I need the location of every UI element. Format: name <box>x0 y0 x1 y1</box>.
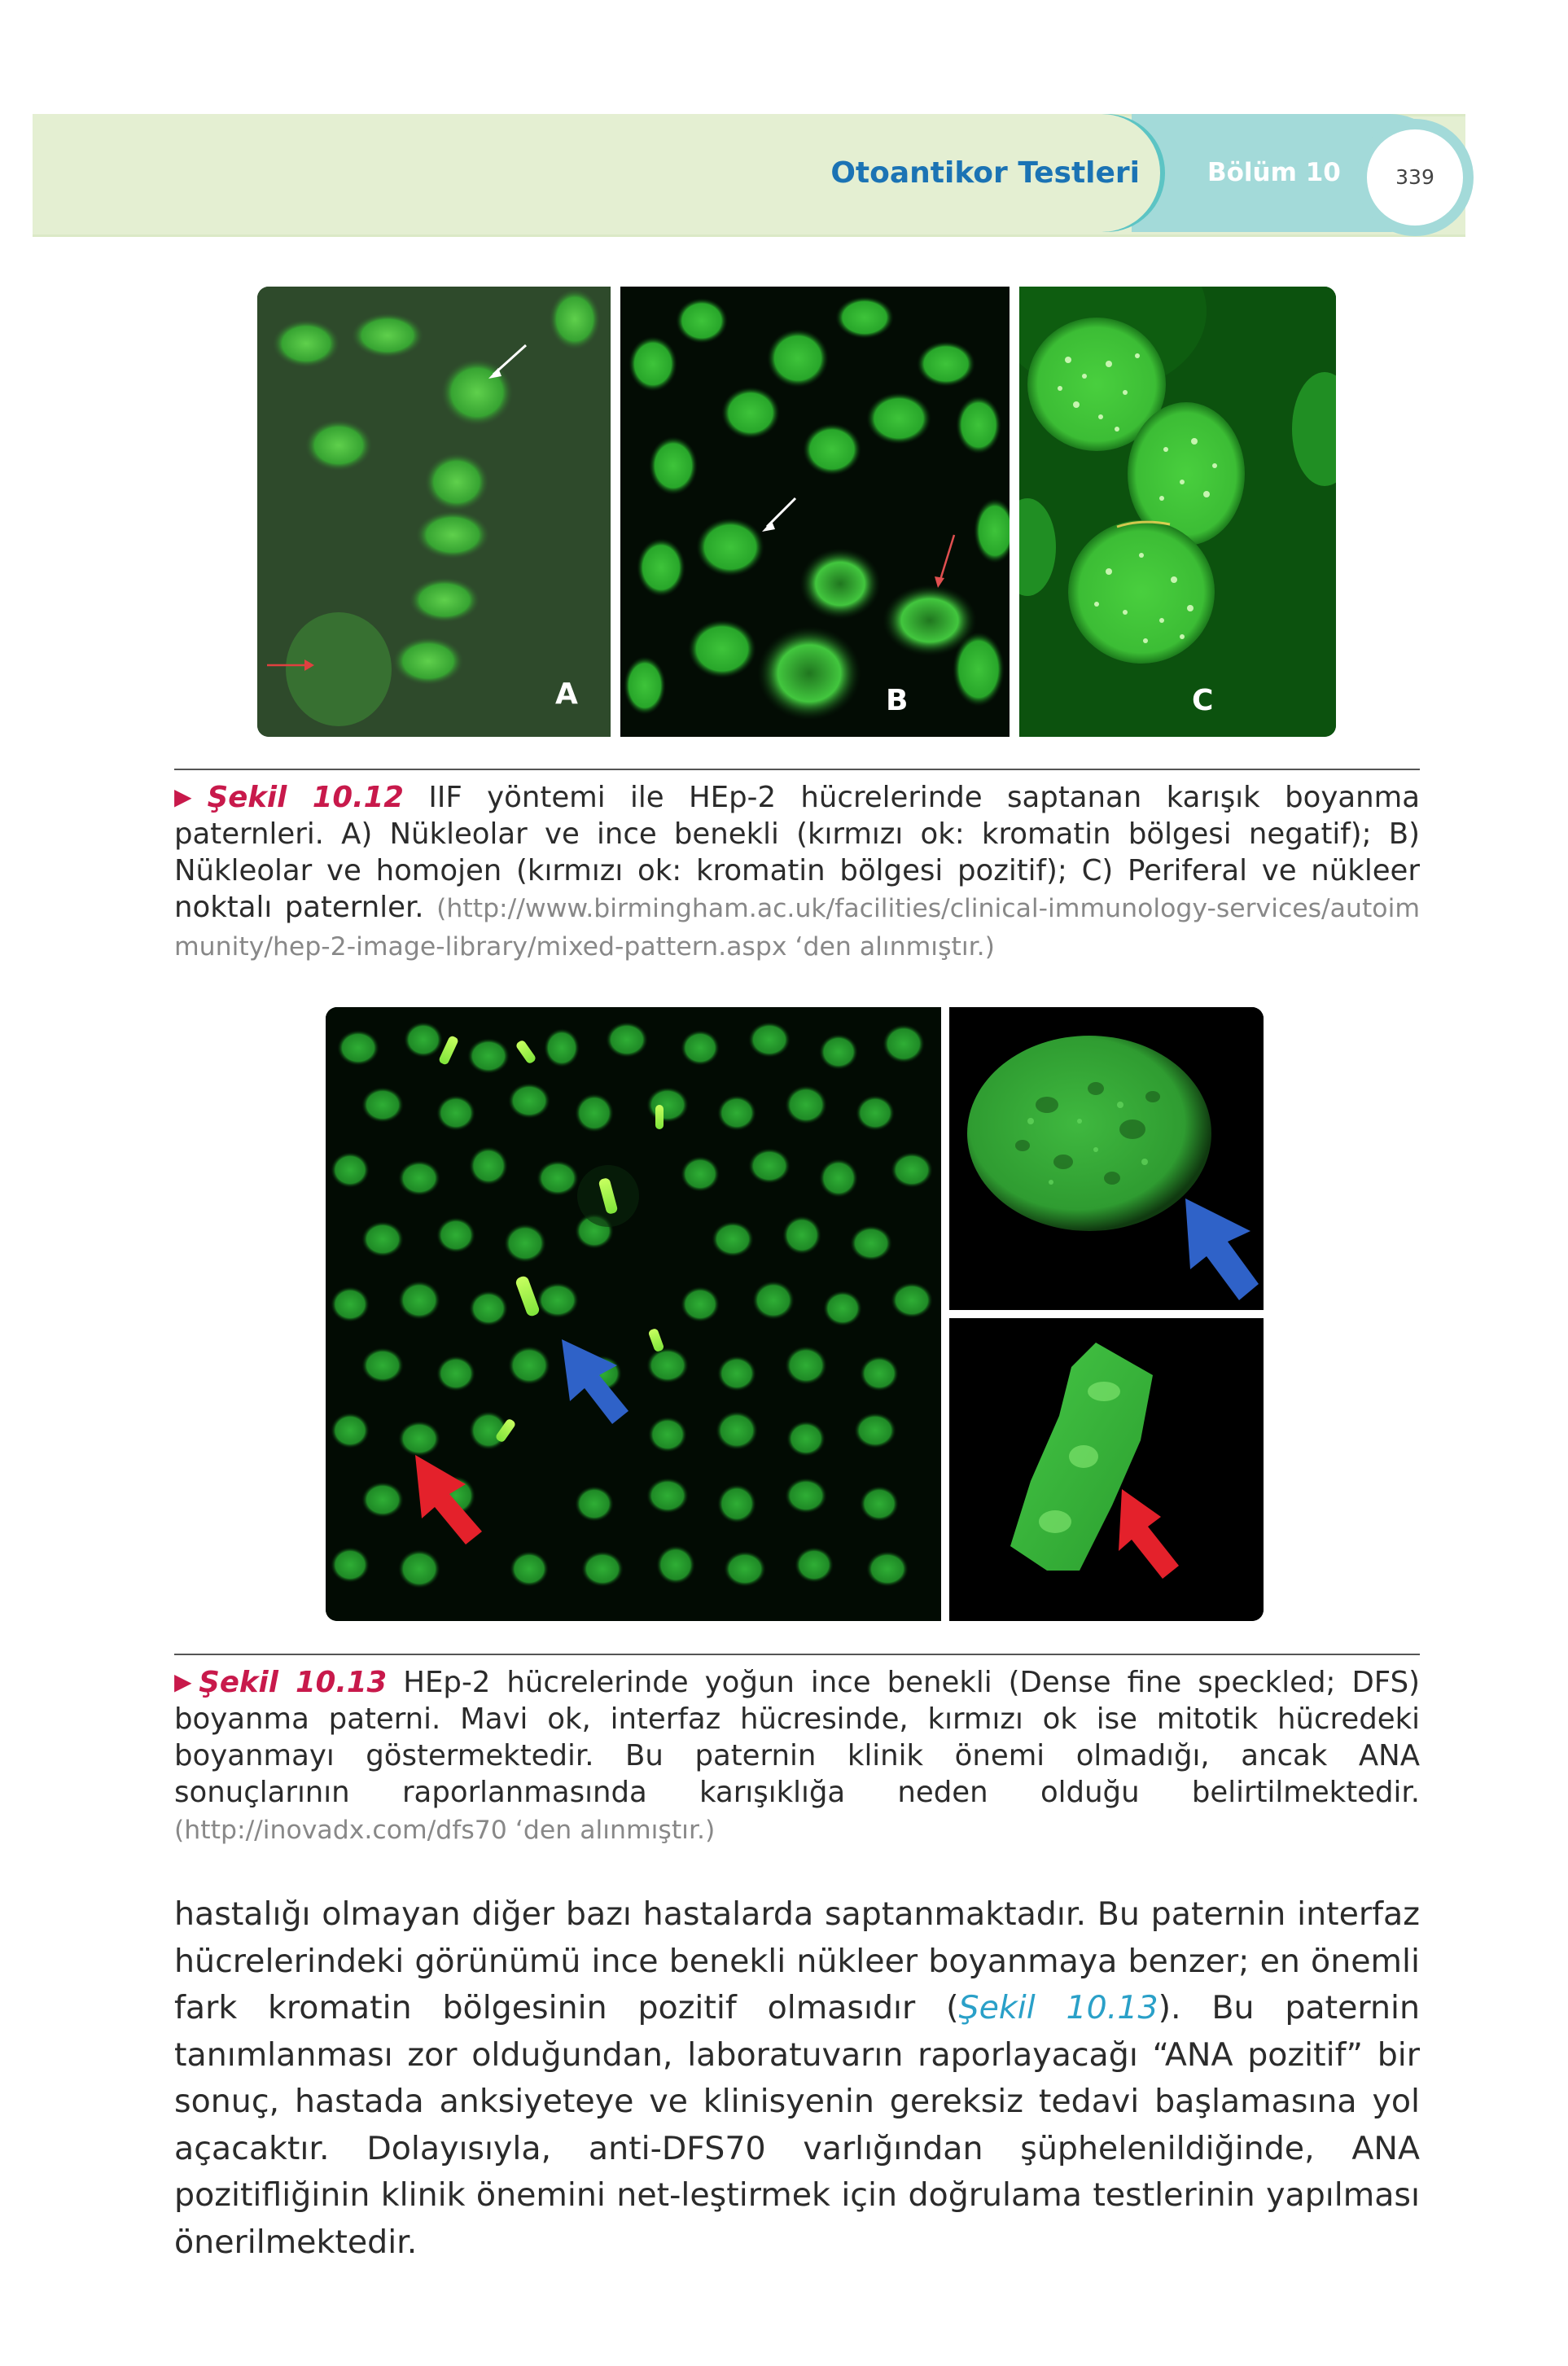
panel-label-b: B <box>886 684 909 717</box>
body-text-part-2: ). Bu paternin tanımlanması zor olduğundan, laboratuvarın raporlayacağı “ANA pozitif” bir sonuç, hastada anksiyeteye ve klinisyenin gereksiz tedavi başlamasına yol açacaktır. Dolayısıyla, anti-DFS70 varlığından şüphelenildiğinde, ANA pozitifliğinin klinik önemini net-leştirmek için doğrulama testlerinin yapılması önerilmektedir. <box>174 1989 1421 2261</box>
caption-source: (http://www.birmingham.ac.uk/facilities/clinical-immunology-services/autoimmunity/hep-2-image-library/mixed-pattern.aspx ‘den alınmıştır.) <box>174 894 1420 962</box>
figure-ref-link[interactable]: Şekil 10.13 <box>958 1989 1158 2026</box>
caption-text: HEp-2 hücrelerinde yoğun ince benekli (Dense fine speckled; DFS) boyanma paterni. Mavi ok, interfaz hücresinde, kırmızı ok ise mitotik hücredeki boyanmayı göstermektedir. Bu paternin klinik önemi olmadığı, ancak ANA sonuçlarının raporlanmasında karışıklığa neden olduğu belirtilmektedir. <box>174 1666 1420 1809</box>
figure-ref: Şekil 10.13 <box>199 1666 388 1699</box>
figure-10-12-caption <box>174 778 1420 966</box>
panel-label-c: C <box>1192 684 1214 717</box>
caption-marker-icon: ▶ <box>174 783 208 810</box>
micrograph-b-image <box>620 287 1010 737</box>
figure-10-12-panel-a <box>257 287 611 737</box>
figure-10-13-caption-rule <box>174 1654 1420 1655</box>
body-paragraph <box>174 1891 1420 2266</box>
body-text-part-1: hastalığı olmayan diğer bazı hastalarda saptanmaktadır. Bu paternin interfaz hücrelerindeki görünümü ince benekli nükleer boyanmaya benzer; en önemli fark kromatin bölgesinin pozitif olmasıdır ( <box>174 1895 1420 2026</box>
figure-ref: Şekil 10.12 <box>207 781 405 814</box>
chapter-label: Bölüm 10 <box>1207 158 1341 187</box>
figure-10-12-caption-rule <box>174 769 1420 770</box>
micrograph-dfs-overview-image <box>326 1007 941 1621</box>
micrograph-c-image <box>1019 287 1336 737</box>
figure-10-13-mitotic-panel <box>949 1318 1264 1621</box>
figure-10-13-main-panel <box>326 1007 941 1621</box>
micrograph-a-image <box>257 287 611 737</box>
figure-10-13-interphase-panel <box>949 1007 1264 1310</box>
caption-source: (http://inovadx.com/dfs70 ‘den alınmıştır.) <box>174 1816 716 1845</box>
figure-10-12-panel-b <box>620 287 1010 737</box>
micrograph-interphase-cell-image <box>949 1007 1264 1310</box>
caption-text: IIF yöntemi ile HEp-2 hücrelerinde saptanan karışık boyanma paternleri. A) Nükleolar ve ince benekli (kırmızı ok: kromatin bölgesi negatif); B) Nükleolar ve homojen (kırmızı ok: kromatin bölgesi pozitif); C) Periferal ve nükleer noktalı paternler. <box>174 781 1420 924</box>
figure-10-12-panel-c <box>1019 287 1336 737</box>
figure-10-13-caption <box>174 1663 1420 1849</box>
section-title: Otoantikor Testleri <box>830 156 1140 190</box>
panel-label-a: A <box>555 677 578 711</box>
caption-marker-icon: ▶ <box>174 1668 199 1695</box>
micrograph-mitotic-cell-image <box>949 1318 1264 1621</box>
page-number: 339 <box>1395 165 1434 189</box>
